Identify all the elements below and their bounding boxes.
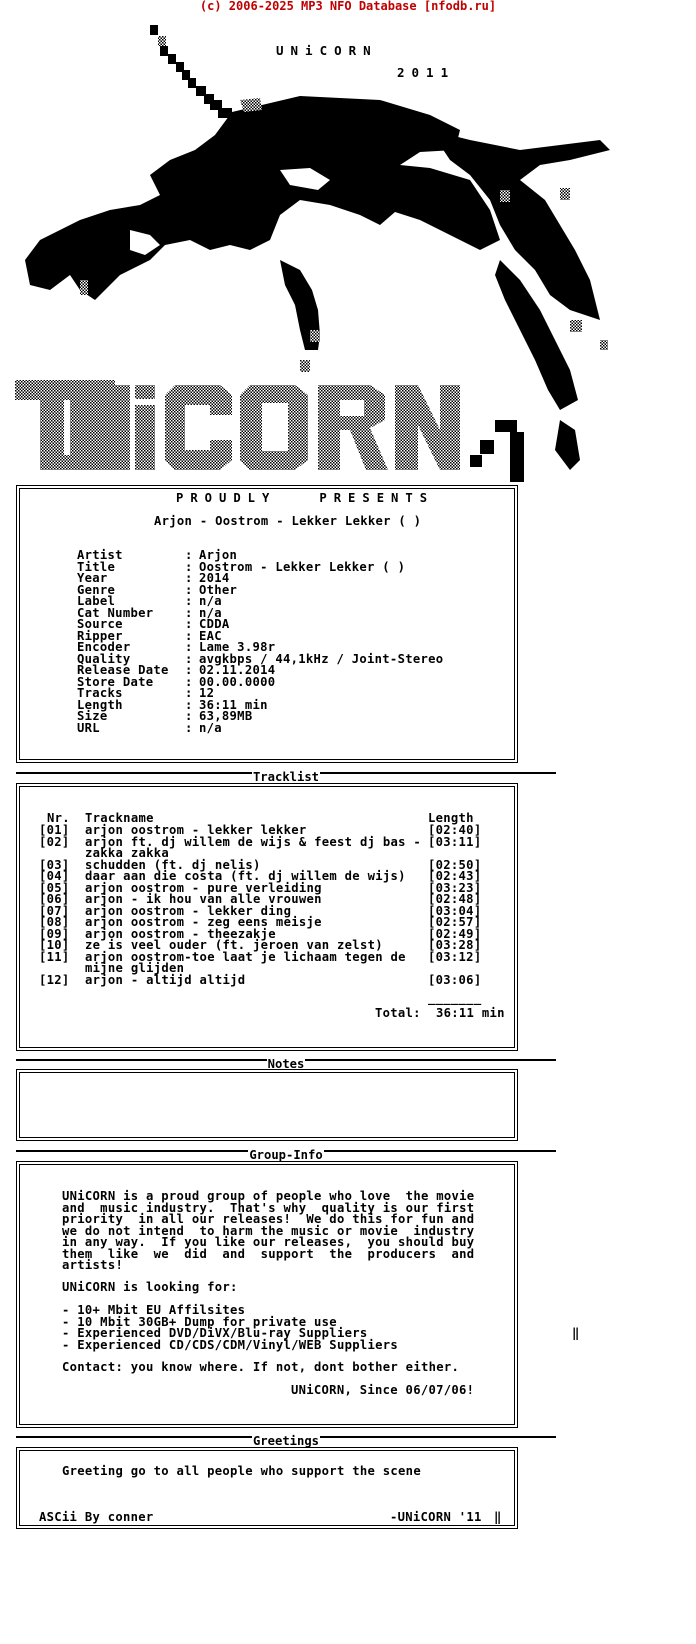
greetings-separator — [16, 1430, 556, 1448]
track-length: [02:49] — [428, 926, 482, 941]
ascii-credit: ASCii By conner — [39, 1510, 154, 1524]
info-value: 12 — [199, 686, 215, 700]
col-nr-header: Nr. — [47, 811, 70, 825]
info-colon: : — [185, 674, 193, 689]
since-line: UNiCORN, Since 06/07/06! — [291, 1383, 475, 1397]
group-header: UNiCORN — [276, 43, 378, 58]
track-number: [12] — [39, 972, 70, 987]
groupinfo-line: priority in all our releases! We do this for fun and — [62, 1212, 475, 1226]
track-name: arjon - altijd altijd — [85, 972, 246, 987]
track-length: [02:50] — [428, 857, 482, 872]
info-value: n/a — [199, 594, 222, 608]
track-length: [03:23] — [428, 880, 482, 895]
groupinfo-separator — [16, 1144, 556, 1162]
info-colon: : — [185, 651, 193, 666]
total-label: Total: — [375, 1006, 421, 1020]
groupinfo-line: we do not intend to harm the music or movie industry — [62, 1223, 475, 1238]
info-key: Encoder — [77, 640, 131, 654]
tracklist-separator — [16, 766, 556, 784]
groupinfo-heading: Group-Info — [249, 1148, 323, 1162]
info-key: Year — [77, 571, 108, 585]
info-value: n/a — [199, 720, 222, 735]
info-colon: : — [185, 571, 193, 585]
needs-item: - 10 Mbit 30GB+ Dump for private use — [62, 1314, 337, 1329]
info-value: 36:11 min — [199, 697, 268, 712]
horn-art — [150, 25, 232, 118]
info-key: URL — [77, 720, 100, 735]
info-colon: : — [185, 628, 193, 643]
looking-for: UNiCORN is looking for: — [62, 1280, 238, 1294]
greeting-text: Greeting go to all people who support the scene — [62, 1464, 421, 1478]
track-number: [05] — [39, 880, 70, 895]
info-colon: : — [185, 594, 193, 608]
info-value: Other — [199, 582, 238, 597]
track-number: [04] — [39, 869, 70, 883]
info-colon: : — [185, 582, 193, 597]
info-key: Quality — [77, 651, 131, 666]
info-colon: : — [185, 559, 193, 574]
track-length: [03:28] — [428, 938, 482, 952]
info-colon: : — [185, 697, 193, 712]
track-number: [01] — [39, 823, 70, 837]
release-title: Arjon - Oostrom - Lekker Lekker ( ) — [154, 514, 422, 528]
end-pipe-mark: ‖ — [494, 1510, 502, 1524]
track-name: arjon oostrom - pure verleiding — [85, 880, 322, 895]
track-length: [03:12] — [428, 949, 482, 964]
track-length: [02:57] — [428, 915, 482, 929]
info-key: Label — [77, 594, 116, 608]
info-key: Tracks — [77, 686, 123, 700]
unicorn-logo-art — [0, 0, 696, 540]
track-name: arjon oostrom - lekker lekker — [85, 823, 307, 837]
track-name-continued: mijne glijden — [85, 961, 185, 975]
track-length: [03:04] — [428, 903, 482, 918]
track-name: ze is veel ouder (ft. jeroen van zelst) — [85, 938, 383, 952]
track-name: schudden (ft. dj nelis) — [85, 857, 261, 872]
groupinfo-line: artists! — [62, 1258, 124, 1272]
track-number: [03] — [39, 857, 70, 872]
info-key: Source — [77, 617, 123, 631]
greetings-heading: Greetings — [252, 1434, 320, 1448]
info-key: Ripper — [77, 628, 123, 643]
track-number: [08] — [39, 915, 70, 929]
info-colon: : — [185, 617, 193, 631]
info-key: Size — [77, 709, 108, 723]
info-colon: : — [185, 686, 193, 700]
groupinfo-line: them like we did and support the producers and — [62, 1246, 475, 1261]
col-length-header: Length — [428, 811, 474, 825]
groupinfo-line: and music industry. That's why quality is our first — [62, 1200, 475, 1215]
group-sign: -UNiCORN '11 — [390, 1510, 482, 1524]
info-value: avgkbps / 44,1kHz / Joint-Stereo — [199, 651, 444, 666]
needs-item: - Experienced CD/CDS/CDM/Vinyl/WEB Suppliers — [62, 1337, 399, 1352]
track-number: [10] — [39, 938, 70, 952]
track-length: [02:40] — [428, 823, 482, 837]
info-colon: : — [185, 605, 193, 620]
track-name: arjon ft. dj willem de wijs & feest dj bas - — [85, 834, 422, 849]
track-length: [02:48] — [428, 892, 482, 906]
info-key: Release Date — [77, 663, 169, 677]
track-name: daar aan die costa (ft. dj willem de wijs) — [85, 869, 406, 883]
info-value: 00.00.0000 — [199, 674, 276, 689]
info-key: Length — [77, 697, 123, 712]
info-colon: : — [185, 548, 193, 562]
col-trackname-header: Trackname — [85, 811, 154, 825]
info-value: 2014 — [199, 571, 230, 585]
track-name: arjon oostrom - zeg eens meisje — [85, 915, 322, 929]
groupinfo-line: UNiCORN is a proud group of people who love the movie — [62, 1189, 475, 1203]
track-number: [02] — [39, 834, 70, 849]
unicorn-lettering-art — [15, 380, 460, 470]
info-key: Artist — [77, 548, 123, 562]
total-rule: _______ — [428, 991, 482, 1005]
track-length: [02:43] — [428, 869, 482, 883]
info-colon: : — [185, 663, 193, 677]
notes-separator — [16, 1053, 556, 1071]
track-number: [06] — [39, 892, 70, 906]
info-value: Lame 3.98r — [199, 640, 276, 654]
info-value: n/a — [199, 605, 222, 620]
track-name: arjon oostrom - lekker ding — [85, 903, 292, 918]
copyright-banner: (c) 2006-2025 MP3 NFO Database [nfodb.ru] — [199, 0, 497, 13]
notes-box — [16, 1069, 518, 1141]
needs-item: - Experienced DVD/DiVX/Blu-ray Suppliers — [62, 1326, 368, 1340]
track-number: [11] — [39, 949, 70, 964]
info-colon: : — [185, 720, 193, 735]
info-key: Cat Number — [77, 605, 154, 620]
info-value: CDDA — [199, 617, 230, 631]
track-name: arjon - ik hou van alle vrouwen — [85, 892, 322, 906]
info-value: Oostrom - Lekker Lekker ( ) — [199, 559, 406, 574]
notes-heading: Notes — [267, 1057, 305, 1071]
needs-item: - 10+ Mbit EU Affilsites — [62, 1303, 246, 1317]
track-name: arjon oostrom-toe laat je lichaam tegen de — [85, 949, 406, 964]
track-name-continued: zakka zakka — [85, 846, 170, 860]
total-value: 36:11 min — [436, 1006, 505, 1020]
track-number: [09] — [39, 926, 70, 941]
info-colon: : — [185, 709, 193, 723]
track-length: [03:11] — [428, 834, 482, 849]
pipe-mark: ‖ — [572, 1326, 580, 1340]
contact-line: Contact: you know where. If not, dont bother either. — [62, 1360, 460, 1374]
info-key: Title — [77, 559, 116, 574]
info-value: 02.11.2014 — [199, 663, 276, 677]
info-value: 63,89MB — [199, 709, 253, 723]
track-name: arjon oostrom - theezakje — [85, 926, 276, 941]
info-colon: : — [185, 640, 193, 654]
tracklist-heading: Tracklist — [252, 770, 320, 784]
year-header: 2011 — [397, 65, 456, 80]
info-value: EAC — [199, 628, 222, 643]
presents-heading: PROUDLY PRESENTS — [176, 491, 435, 505]
track-length: [03:06] — [428, 972, 482, 987]
info-key: Store Date — [77, 674, 154, 689]
track-number: [07] — [39, 903, 70, 918]
info-key: Genre — [77, 582, 116, 597]
groupinfo-line: in any way. If you like our releases, you should buy — [62, 1235, 475, 1249]
info-value: Arjon — [199, 548, 238, 562]
